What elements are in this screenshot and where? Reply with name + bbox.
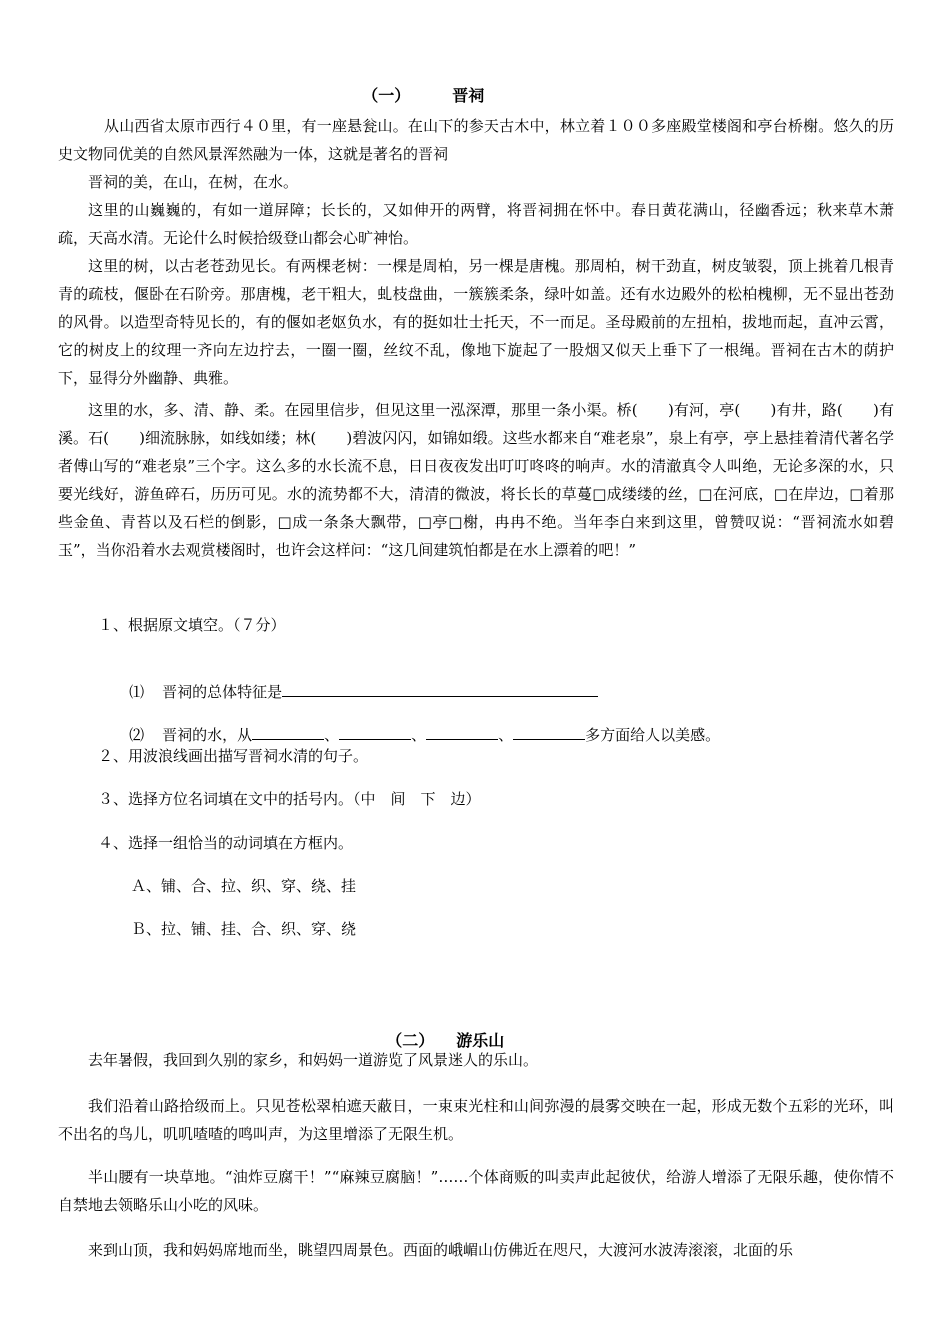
- section-1-title: 晋祠: [452, 86, 485, 105]
- answer-blank[interactable]: [426, 725, 498, 740]
- answer-blank[interactable]: [252, 725, 324, 740]
- answer-blank[interactable]: [339, 725, 411, 740]
- question-2: ２、用波浪线画出描写晋祠水清的句子。: [98, 747, 369, 765]
- separator: 、: [324, 726, 340, 744]
- question-1-2-text: 晋祠的水，从: [162, 726, 253, 744]
- separator: 、: [411, 726, 427, 744]
- section-2-title: 游乐山: [456, 1031, 505, 1050]
- question-1: １、根据原文填空。（７分）: [98, 616, 286, 634]
- question-1-2-tail: 多方面给人以美感。: [585, 726, 721, 744]
- answer-blank[interactable]: [282, 682, 598, 697]
- section-1-paragraph-4: 这里的树，以古老苍劲见长。有两棵老树：一棵是周柏，另一棵是唐槐。那周柏，树干劲直，树皮皱裂，顶上挑着几根青青的疏枝，偃卧在石阶旁。那唐槐，老干粗大，虬枝盘曲，一簇簇柔条，绿叶如盖。还有水边殿外的松柏槐柳，无不显出苍劲的风骨。以造型奇特见长的，有的偃如老妪负水，有的挺如壮士托天，不一而足。圣母殿前的左扭柏，拔地而起，直冲云霄，它的树皮上的纹理一齐向左边拧去，一圈一圈，丝纹不乱，像地下旋起了一股烟又似天上垂下了一根绳。晋祠在古木的荫护下，显得分外幽静、典雅。: [58, 257, 894, 387]
- section-2-paragraph-4: 来到山顶，我和妈妈席地而坐，眺望四周景色。西面的峨嵋山仿佛近在咫尺，大渡河水波涛滚滚，北面的乐: [88, 1241, 794, 1259]
- section-1-paragraph-3: 这里的山巍巍的，有如一道屏障；长长的，又如伸开的两臂，将晋祠拥在怀中。春日黄花满山，径幽香远；秋来草木萧疏，天高水清。无论什么时候拾级登山都会心旷神怡。: [58, 201, 894, 247]
- answer-blank[interactable]: [513, 725, 585, 740]
- section-2-number: （二）: [386, 1031, 435, 1050]
- question-1-2-number: ⑵: [129, 726, 145, 744]
- separator: 、: [498, 726, 514, 744]
- section-1-number: （一）: [362, 86, 411, 105]
- question-1-1-number: ⑴: [129, 683, 145, 701]
- section-2-paragraph-3: 半山腰有一块草地。“油炸豆腐干！”“麻辣豆腐脑！”……个体商贩的叫卖声此起彼伏，给游人增添了无限乐趣，使你情不自禁地去领略乐山小吃的风味。: [58, 1168, 894, 1214]
- section-2-paragraph-1: 去年暑假，我回到久别的家乡，和妈妈一道游览了风景迷人的乐山。: [88, 1051, 539, 1069]
- section-1-paragraph-5: 这里的水，多、清、静、柔。在园里信步，但见这里一泓深潭，那里一条小渠。桥( )有河，亭( )有井，路( )有溪。石( )细流脉脉，如线如缕；林( )碧波闪闪，如锦如缎。这些水都来自“难老泉”，泉上有亭，亭上悬挂着清代著名学者傅山写的“难老泉”三个字。这么多的水长流不息，日日夜夜发出叮叮咚咚的响声。水的清澈真令人叫绝，无论多深的水，只要光线好，游鱼碎石，历历可见。水的流势都不大，清清的微波，将长长的草蔓□成缕缕的丝，□在河底，□在岸边，□着那些金鱼、青苔以及石栏的倒影，□成一条条大飘带，□亭□榭，冉冉不绝。当年李白来到这里，曾赞叹说：“晋祠流水如碧玉”，当你沿着水去观赏楼阁时，也许会这样问：“这几间建筑怕都是在水上漂着的吧！”: [58, 401, 894, 559]
- section-1-paragraph-2: 晋祠的美，在山，在树，在水。: [88, 173, 299, 191]
- section-1-paragraph-1: 从山西省太原市西行４０里，有一座悬瓮山。在山下的参天古木中，林立着１００多座殿堂楼阁和亭台桥榭。悠久的历史文物同优美的自然风景浑然融为一体，这就是著名的晋祠: [58, 117, 894, 163]
- option-b: Ｂ、拉、铺、挂、合、织、穿、绕: [131, 920, 357, 938]
- section-2-paragraph-2: 我们沿着山路拾级而上。只见苍松翠柏遮天蔽日，一束束光柱和山间弥漫的晨雾交映在一起，形成无数个五彩的光环，叫不出名的鸟儿，叽叽喳喳的鸣叫声，为这里增添了无限生机。: [58, 1097, 894, 1143]
- question-1-1-text: 晋祠的总体特征是: [162, 683, 283, 701]
- question-3: ３、选择方位名词填在文中的括号内。（中 间 下 边）: [98, 790, 481, 808]
- option-a: Ａ、铺、合、拉、织、穿、绕、挂: [131, 877, 357, 895]
- question-4: ４、选择一组恰当的动词填在方框内。: [98, 834, 354, 852]
